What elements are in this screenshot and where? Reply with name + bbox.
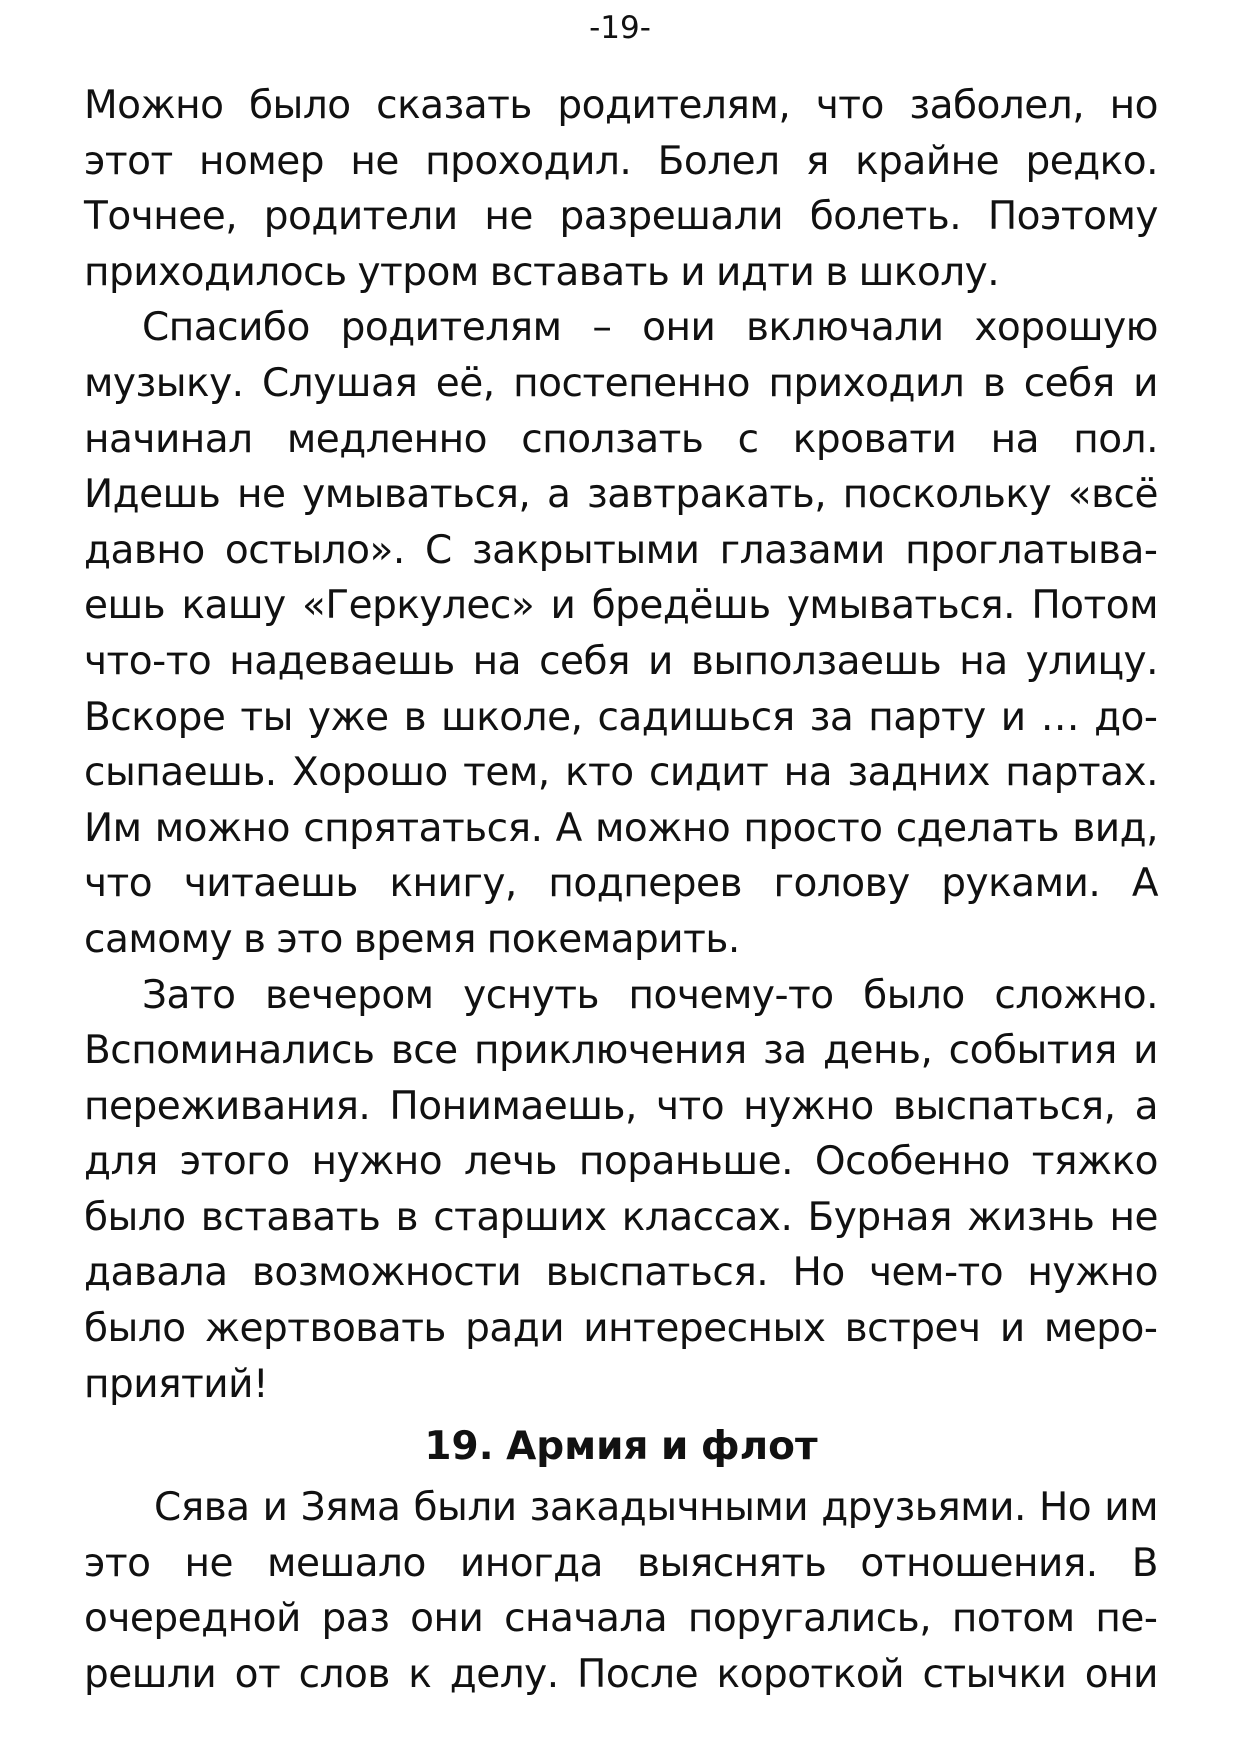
paragraph-2: Спасибо родителям – они включали хорошую музыку. Слушая её, постепенно приходил в себя и начинал медленно сползать с кровати на пол. Идешь не умываться, а завтракать, поскольку «всё давно остыло». С закрытыми глазами проглатываешь кашу «Геркулес» и бредёшь умываться. Потом что-то надеваешь на себя и выползаешь на улицу. Вскоре ты уже в школе, садишься за парту и … досыпаешь. Хорошо тем, кто сидит на задних партах. Им можно спрятаться. А можно просто сделать вид, что читаешь книгу, подперев голову руками. А самому в это время покемарить. <box>84 305 1158 962</box>
page-body <box>84 78 1158 1703</box>
paragraph-3: Зато вечером уснуть почему-то было сложно. Вспоминались все приключения за день, события и переживания. Понимаешь, что нужно выспаться, а для этого нужно лечь пораньше. Особенно тяжко было вставать в старших классах. Бурная жизнь не давала возможности выспаться. Но чем-то нужно было жертвовать ради интересных встреч и мероприятий! <box>84 972 1158 1407</box>
paragraph-1: Можно было сказать родителям, что заболел, но этот номер не проходил. Болел я крайне редко. Точнее, родители не разрешали болеть. Поэтому приходилось утром вставать и идти в школу. <box>84 83 1158 295</box>
paragraph-4: Сява и Зяма были закадычными друзьями. Но им это не мешало иногда выяснять отношения. В очередной раз они сначала поругались, потом перешли от слов к делу. После короткой стычки они <box>84 1485 1158 1698</box>
section-heading: 19. Армия и флот <box>424 1424 818 1470</box>
page-number: -19- <box>589 10 651 46</box>
